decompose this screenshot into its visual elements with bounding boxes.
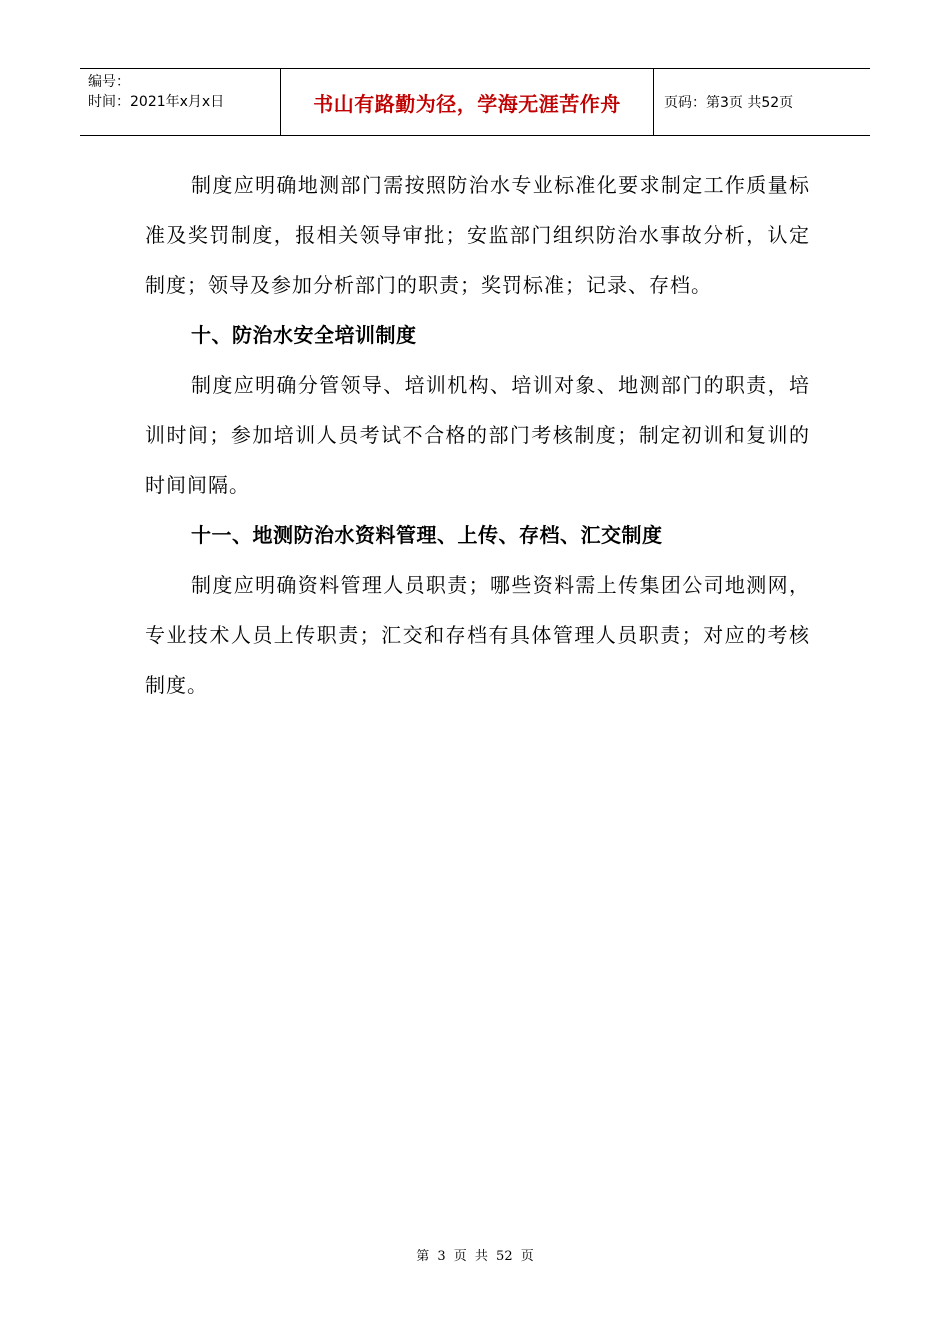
paragraph-training: 制度应明确分管领导、培训机构、培训对象、地测部门的职责，培训时间；参加培训人员考试不合格的部门考核制度；制定初训和复训的时间间隔。 xyxy=(145,373,810,497)
paragraph-records-management: 制度应明确资料管理人员职责；哪些资料需上传集团公司地测网，专业技术人员上传职责；汇交和存档有具体管理人员职责；对应的考核制度。 xyxy=(145,573,810,697)
page-footer: 第 3 页 共 52 页 xyxy=(416,1249,534,1264)
paragraph-quality-standards: 制度应明确地测部门需按照防治水专业标准化要求制定工作质量标准及奖罚制度，报相关领导审批；安监部门组织防治水事故分析，认定制度；领导及参加分析部门的职责；奖罚标准；记录、存档。 xyxy=(145,173,810,297)
document-body xyxy=(145,160,810,710)
section-heading-10: 十、防治水安全培训制度 xyxy=(191,323,417,347)
header-motto: 书山有路勤为径，学海无涯苦作舟 xyxy=(281,69,654,135)
section-heading-11: 十一、地测防治水资料管理、上传、存档、汇交制度 xyxy=(191,523,663,547)
page-header xyxy=(80,68,870,136)
header-meta-cell xyxy=(80,69,281,135)
document-date-label: 时间：2021年x月x日 xyxy=(88,94,225,110)
header-page-info: 页码：第3页 共52页 xyxy=(664,95,794,111)
document-number-label: 编号： xyxy=(88,74,130,90)
